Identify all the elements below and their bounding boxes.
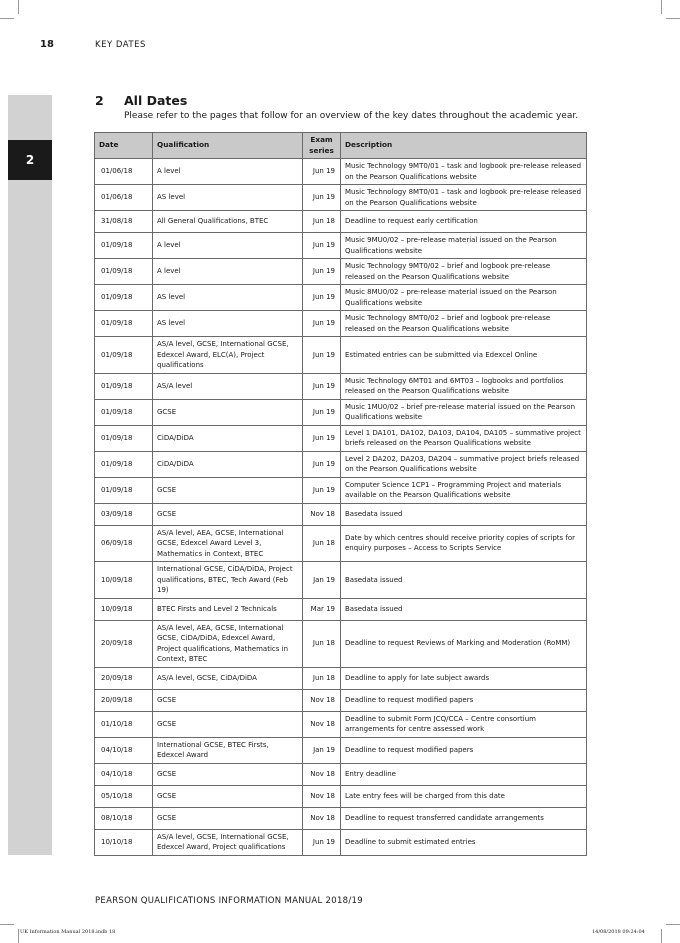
cell-series: Jun 19 (303, 259, 341, 285)
cell-qualification: GCSE (153, 399, 303, 425)
cell-series: Jun 19 (303, 425, 341, 451)
table-row (95, 373, 587, 399)
cell-qualification: A level (153, 259, 303, 285)
cell-description: Deadline to request transferred candidate arrangements (341, 807, 587, 829)
print-slug-file: UK Information Manual 2018.indb 18 (20, 929, 116, 935)
cell-description: Music Technology 8MT0/01 – task and logbook pre-release released on the Pearson Qualifications website (341, 185, 587, 211)
cell-description: Deadline to request Reviews of Marking and Moderation (RoMM) (341, 620, 587, 667)
cell-date: 10/10/18 (95, 829, 153, 855)
cell-description: Basedata issued (341, 503, 587, 525)
cell-description: Deadline to request modified papers (341, 737, 587, 763)
table-row (95, 620, 587, 667)
cell-description: Music Technology 9MT0/02 – brief and logbook pre-release released on the Pearson Qualifications website (341, 259, 587, 285)
table-row (95, 477, 587, 503)
table-row (95, 211, 587, 233)
table-row (95, 311, 587, 337)
cell-qualification: A level (153, 159, 303, 185)
cell-series: Nov 18 (303, 689, 341, 711)
cell-date: 01/09/18 (95, 337, 153, 374)
side-margin-bar (8, 95, 52, 855)
cell-date: 01/09/18 (95, 373, 153, 399)
cell-date: 01/09/18 (95, 399, 153, 425)
cell-qualification: GCSE (153, 711, 303, 737)
cell-qualification: AS level (153, 185, 303, 211)
cell-qualification: AS/A level (153, 373, 303, 399)
cell-qualification: CiDA/DiDA (153, 451, 303, 477)
cell-qualification: AS/A level, AEA, GCSE, International GCSE, CiDA/DiDA, Edexcel Award, Project qualifications, Mathematics in Context, BTEC (153, 620, 303, 667)
table-row (95, 689, 587, 711)
table-row (95, 785, 587, 807)
table-row (95, 807, 587, 829)
table-row (95, 763, 587, 785)
cell-series: Jun 19 (303, 311, 341, 337)
cell-qualification: AS level (153, 311, 303, 337)
header-exam-series: Exam series (303, 133, 341, 159)
table-row (95, 159, 587, 185)
cell-series: Jun 19 (303, 373, 341, 399)
cell-series: Jun 18 (303, 211, 341, 233)
chapter-tab: 2 (8, 140, 52, 180)
cell-date: 01/09/18 (95, 285, 153, 311)
cell-qualification: AS/A level, GCSE, International GCSE, Edexcel Award, Project qualifications (153, 829, 303, 855)
cell-series: Jun 18 (303, 525, 341, 562)
cell-series: Jan 19 (303, 562, 341, 599)
cell-series: Jun 18 (303, 667, 341, 689)
cell-qualification: AS/A level, GCSE, CiDA/DiDA (153, 667, 303, 689)
cell-date: 04/10/18 (95, 763, 153, 785)
table-body (95, 159, 587, 856)
table-row (95, 598, 587, 620)
cell-date: 20/09/18 (95, 620, 153, 667)
cell-series: Jun 18 (303, 620, 341, 667)
header-description: Description (341, 133, 587, 159)
cell-date: 01/09/18 (95, 477, 153, 503)
cell-description: Level 2 DA202, DA203, DA204 – summative project briefs released on the Pearson Qualifications website (341, 451, 587, 477)
cell-description: Late entry fees will be charged from this date (341, 785, 587, 807)
key-dates-table (94, 132, 587, 856)
cell-series: Jun 19 (303, 185, 341, 211)
table-row (95, 667, 587, 689)
cell-qualification: CiDA/DiDA (153, 425, 303, 451)
cell-date: 01/09/18 (95, 233, 153, 259)
cell-description: Estimated entries can be submitted via Edexcel Online (341, 337, 587, 374)
table-row (95, 285, 587, 311)
table-row (95, 259, 587, 285)
cell-qualification: International GCSE, BTEC Firsts, Edexcel Award (153, 737, 303, 763)
footer-title: PEARSON QUALIFICATIONS INFORMATION MANUAL 2018/19 (95, 896, 363, 906)
cell-series: Jan 19 (303, 737, 341, 763)
cell-series: Nov 18 (303, 503, 341, 525)
cell-series: Mar 19 (303, 598, 341, 620)
table-row (95, 399, 587, 425)
table-header-row (95, 133, 587, 159)
running-header: KEY DATES (95, 40, 146, 50)
cell-qualification: GCSE (153, 763, 303, 785)
cell-qualification: GCSE (153, 807, 303, 829)
table-row (95, 525, 587, 562)
cell-date: 31/08/18 (95, 211, 153, 233)
cell-description: Basedata issued (341, 562, 587, 599)
table-row (95, 562, 587, 599)
cell-series: Jun 19 (303, 451, 341, 477)
cell-qualification: A level (153, 233, 303, 259)
cell-date: 03/09/18 (95, 503, 153, 525)
cell-series: Nov 18 (303, 763, 341, 785)
cell-date: 01/09/18 (95, 311, 153, 337)
cell-qualification: GCSE (153, 477, 303, 503)
cell-description: Music Technology 6MT01 and 6MT03 – logbooks and portfolios released on the Pearson Qualifications website (341, 373, 587, 399)
cell-description: Date by which centres should receive priority copies of scripts for enquiry purposes – Access to Scripts Service (341, 525, 587, 562)
cell-date: 01/06/18 (95, 159, 153, 185)
cell-description: Basedata issued (341, 598, 587, 620)
cell-date: 01/09/18 (95, 259, 153, 285)
cell-series: Jun 19 (303, 829, 341, 855)
cell-description: Music Technology 9MT0/01 – task and logbook pre-release released on the Pearson Qualifications website (341, 159, 587, 185)
cell-description: Entry deadline (341, 763, 587, 785)
cell-qualification: AS level (153, 285, 303, 311)
section-title: All Dates (124, 93, 188, 108)
cell-qualification: AS/A level, AEA, GCSE, International GCSE, Edexcel Award Level 3, Mathematics in Context, BTEC (153, 525, 303, 562)
cell-date: 10/09/18 (95, 598, 153, 620)
cell-description: Deadline to submit estimated entries (341, 829, 587, 855)
table-row (95, 829, 587, 855)
cell-series: Jun 19 (303, 477, 341, 503)
cell-series: Jun 19 (303, 337, 341, 374)
cell-qualification: BTEC Firsts and Level 2 Technicals (153, 598, 303, 620)
page-number: 18 (40, 39, 54, 50)
table-row (95, 425, 587, 451)
cell-date: 08/10/18 (95, 807, 153, 829)
cell-date: 01/10/18 (95, 711, 153, 737)
table-row (95, 337, 587, 374)
header-qualification: Qualification (153, 133, 303, 159)
cell-series: Jun 19 (303, 233, 341, 259)
cell-qualification: GCSE (153, 785, 303, 807)
cell-date: 04/10/18 (95, 737, 153, 763)
cell-series: Jun 19 (303, 159, 341, 185)
cell-date: 01/09/18 (95, 425, 153, 451)
cell-series: Nov 18 (303, 807, 341, 829)
table-row (95, 503, 587, 525)
cell-description: Music 8MU0/02 – pre-release material issued on the Pearson Qualifications website (341, 285, 587, 311)
table-row (95, 451, 587, 477)
cell-qualification: International GCSE, CiDA/DiDA, Project qualifications, BTEC, Tech Award (Feb 19) (153, 562, 303, 599)
cell-date: 06/09/18 (95, 525, 153, 562)
table-row (95, 233, 587, 259)
cell-series: Nov 18 (303, 785, 341, 807)
cell-description: Level 1 DA101, DA102, DA103, DA104, DA105 – summative project briefs released on the Pearson Qualifications website (341, 425, 587, 451)
table-row (95, 711, 587, 737)
section-number: 2 (95, 93, 104, 108)
cell-qualification: GCSE (153, 689, 303, 711)
cell-description: Music 1MU0/02 – brief pre-release material issued on the Pearson Qualifications website (341, 399, 587, 425)
cell-qualification: All General Qualifications, BTEC (153, 211, 303, 233)
section-intro: Please refer to the pages that follow for an overview of the key dates throughout the academic year. (124, 111, 579, 121)
cell-series: Jun 19 (303, 399, 341, 425)
table-row (95, 737, 587, 763)
cell-qualification: AS/A level, GCSE, International GCSE, Edexcel Award, ELC(A), Project qualifications (153, 337, 303, 374)
cell-description: Deadline to request early certification (341, 211, 587, 233)
cell-series: Nov 18 (303, 711, 341, 737)
cell-description: Computer Science 1CP1 – Programming Project and materials available on the Pearson Qualifications website (341, 477, 587, 503)
cell-description: Music 9MU0/02 – pre-release material issued on the Pearson Qualifications website (341, 233, 587, 259)
print-slug-timestamp: 14/08/2018 09:24:04 (592, 929, 645, 935)
table-row (95, 185, 587, 211)
cell-date: 20/09/18 (95, 689, 153, 711)
cell-date: 20/09/18 (95, 667, 153, 689)
cell-date: 01/06/18 (95, 185, 153, 211)
cell-date: 01/09/18 (95, 451, 153, 477)
cell-series: Jun 19 (303, 285, 341, 311)
cell-description: Deadline to apply for late subject awards (341, 667, 587, 689)
cell-qualification: GCSE (153, 503, 303, 525)
cell-date: 05/10/18 (95, 785, 153, 807)
cell-description: Music Technology 8MT0/02 – brief and logbook pre-release released on the Pearson Qualifications website (341, 311, 587, 337)
cell-description: Deadline to submit Form JCQ/CCA – Centre consortium arrangements for centre assessed work (341, 711, 587, 737)
cell-date: 10/09/18 (95, 562, 153, 599)
header-date: Date (95, 133, 153, 159)
cell-description: Deadline to request modified papers (341, 689, 587, 711)
